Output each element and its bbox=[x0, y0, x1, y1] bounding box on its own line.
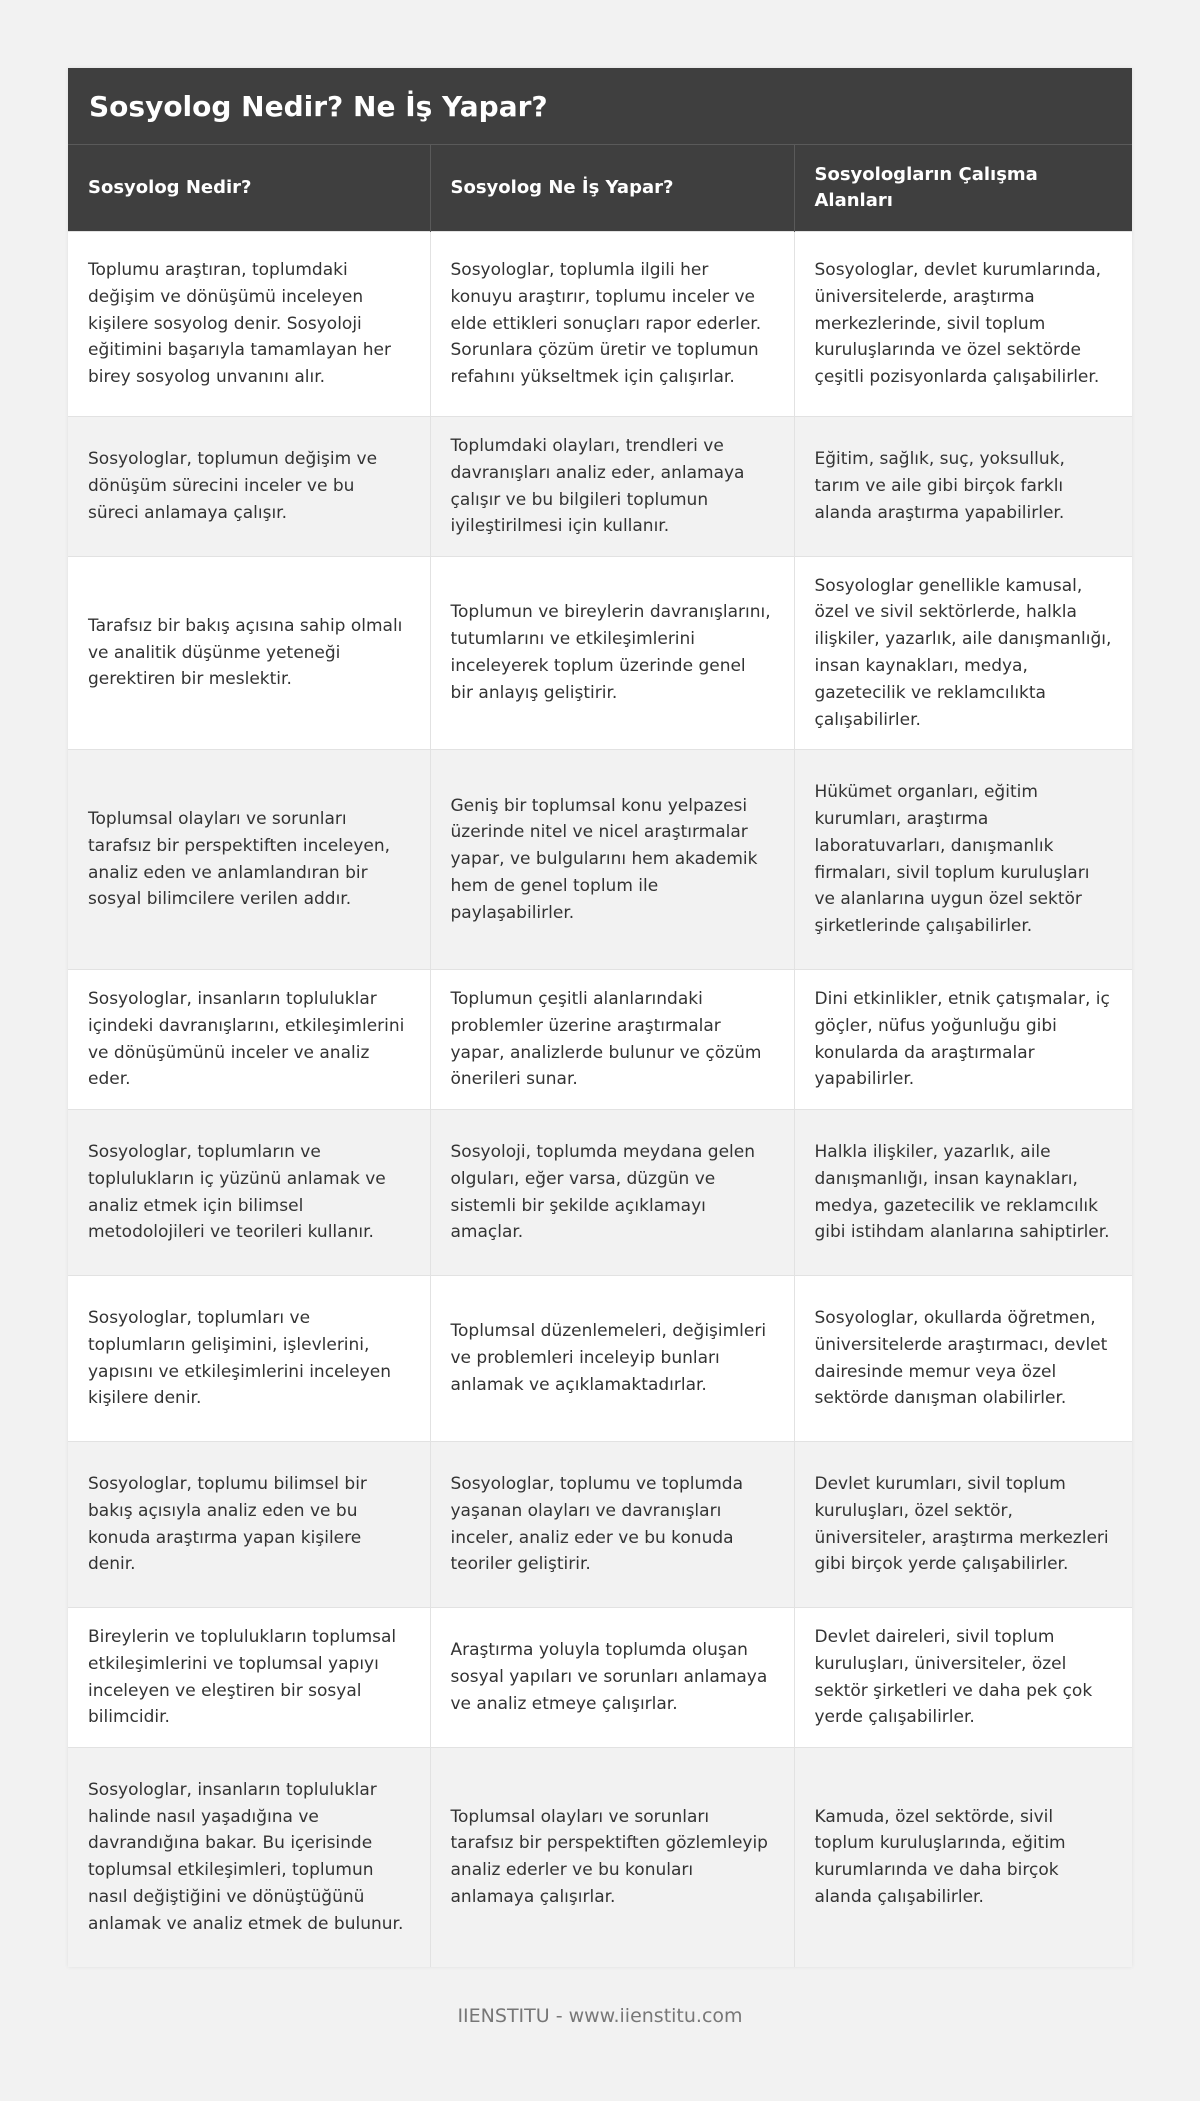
table-cell: Hükümet organları, eğitim kurumları, araştırma laboratuvarları, danışmanlık firmaları, sivil toplum kuruluşları ve alanlarına uygun özel sektör şirketlerinde çalışabilirler. bbox=[794, 750, 1132, 970]
table-row bbox=[68, 1110, 1132, 1276]
table-cell: Toplumsal olayları ve sorunları tarafsız bir perspektiften gözlemleyip analiz ederler ve bu konuları anlamaya çalışırlar. bbox=[430, 1748, 794, 1967]
table-row bbox=[68, 232, 1132, 417]
table-cell: Sosyologlar genellikle kamusal, özel ve sivil sektörlerde, halkla ilişkiler, yazarlık, aile danışmanlığı, insan kaynakları, medya, gazetecilik ve reklamcılıkta çalışabilirler. bbox=[794, 557, 1132, 750]
table-cell: Toplumsal düzenlemeleri, değişimleri ve problemleri inceleyip bunları anlamak ve açıklamaktadırlar. bbox=[430, 1276, 794, 1442]
header-row bbox=[68, 145, 1132, 232]
table-cell: Sosyologlar, toplumu ve toplumda yaşanan olayları ve davranışları inceler, analiz eder ve bu konuda teoriler geliştirir. bbox=[430, 1442, 794, 1608]
table-row bbox=[68, 1276, 1132, 1442]
header-what-is: Sosyolog Nedir? bbox=[68, 145, 430, 232]
table-cell: Sosyologlar, toplumların ve toplulukların iç yüzünü anlamak ve analiz etmek için bilimsel metodolojileri ve teorileri kullanır. bbox=[68, 1110, 430, 1276]
table-cell: Tarafsız bir bakış açısına sahip olmalı ve analitik düşünme yeteneği gerektiren bir meslektir. bbox=[68, 557, 430, 750]
table-cell: Sosyologlar, toplumları ve toplumların gelişimini, işlevlerini, yapısını ve etkileşimlerini inceleyen kişilere denir. bbox=[68, 1276, 430, 1442]
table-cell: Halkla ilişkiler, yazarlık, aile danışmanlığı, insan kaynakları, medya, gazetecilik ve reklamcılık gibi istihdam alanlarına sahiptirler. bbox=[794, 1110, 1132, 1276]
table-cell: Sosyologlar, toplumla ilgili her konuyu araştırır, toplumu inceler ve elde ettikleri sonuçları rapor ederler. Sorunlara çözüm üretir ve toplumun refahını yükseltmek için çalışırlar. bbox=[430, 232, 794, 417]
table-row bbox=[68, 1608, 1132, 1748]
table-row bbox=[68, 1442, 1132, 1608]
table-cell: Sosyologlar, insanların topluluklar içindeki davranışlarını, etkileşimlerini ve dönüşümünü inceler ve analiz eder. bbox=[68, 970, 430, 1110]
table-cell: Sosyologlar, toplumun değişim ve dönüşüm sürecini inceler ve bu süreci anlamaya çalışır. bbox=[68, 417, 430, 557]
table-cell: Sosyoloji, toplumda meydana gelen olguları, eğer varsa, düzgün ve sistemli bir şekilde açıklamayı amaçlar. bbox=[430, 1110, 794, 1276]
table-cell: Toplumu araştıran, toplumdaki değişim ve dönüşümü inceleyen kişilere sosyolog denir. Sosyoloji eğitimini başarıyla tamamlayan her birey sosyolog unvanını alır. bbox=[68, 232, 430, 417]
table-row bbox=[68, 557, 1132, 750]
table-cell: Toplumdaki olayları, trendleri ve davranışları analiz eder, anlamaya çalışır ve bu bilgileri toplumun iyileştirilmesi için kullanır. bbox=[430, 417, 794, 557]
header-what-does: Sosyolog Ne İş Yapar? bbox=[430, 145, 794, 232]
table-cell: Toplumun çeşitli alanlarındaki problemler üzerine araştırmalar yapar, analizlerde bulunur ve çözüm önerileri sunar. bbox=[430, 970, 794, 1110]
table-cell: Toplumun ve bireylerin davranışlarını, tutumlarını ve etkileşimlerini inceleyerek toplum üzerinde genel bir anlayış geliştirir. bbox=[430, 557, 794, 750]
table-cell: Eğitim, sağlık, suç, yoksulluk, tarım ve aile gibi birçok farklı alanda araştırma yapabilirler. bbox=[794, 417, 1132, 557]
table-cell: Kamuda, özel sektörde, sivil toplum kuruluşlarında, eğitim kurumlarında ve daha birçok alanda çalışabilirler. bbox=[794, 1748, 1132, 1967]
header-work-areas: Sosyologların Çalışma Alanları bbox=[794, 145, 1132, 232]
table-card bbox=[68, 68, 1132, 1967]
table-cell: Geniş bir toplumsal konu yelpazesi üzerinde nitel ve nicel araştırmalar yapar, ve bulgularını hem akademik hem de genel toplum ile paylaşabilirler. bbox=[430, 750, 794, 970]
data-table bbox=[68, 145, 1132, 1967]
table-row bbox=[68, 750, 1132, 970]
table-cell: Sosyologlar, okullarda öğretmen, üniversitelerde araştırmacı, devlet dairesinde memur veya özel sektörde danışman olabilirler. bbox=[794, 1276, 1132, 1442]
table-cell: Sosyologlar, toplumu bilimsel bir bakış açısıyla analiz eden ve bu konuda araştırma yapan kişilere denir. bbox=[68, 1442, 430, 1608]
table-row bbox=[68, 970, 1132, 1110]
table-row bbox=[68, 417, 1132, 557]
table-cell: Toplumsal olayları ve sorunları tarafsız bir perspektiften inceleyen, analiz eden ve anlamlandıran bir sosyal bilimcilere verilen addır. bbox=[68, 750, 430, 970]
table-cell: Araştırma yoluyla toplumda oluşan sosyal yapıları ve sorunları anlamaya ve analiz etmeye çalışırlar. bbox=[430, 1608, 794, 1748]
table-row bbox=[68, 1748, 1132, 1967]
table-cell: Devlet daireleri, sivil toplum kuruluşları, üniversiteler, özel sektör şirketleri ve daha pek çok yerde çalışabilirler. bbox=[794, 1608, 1132, 1748]
table-cell: Sosyologlar, devlet kurumlarında, üniversitelerde, araştırma merkezlerinde, sivil toplum kuruluşlarında ve özel sektörde çeşitli pozisyonlarda çalışabilirler. bbox=[794, 232, 1132, 417]
table-title: Sosyolog Nedir? Ne İş Yapar? bbox=[68, 68, 1132, 145]
table-cell: Dini etkinlikler, etnik çatışmalar, iç göçler, nüfus yoğunluğu gibi konularda da araştırmalar yapabilirler. bbox=[794, 970, 1132, 1110]
table-cell: Devlet kurumları, sivil toplum kuruluşları, özel sektör, üniversiteler, araştırma merkezleri gibi birçok yerde çalışabilirler. bbox=[794, 1442, 1132, 1608]
footer-credit: IIENSTITU - www.iienstitu.com bbox=[457, 2005, 743, 2027]
table-cell: Bireylerin ve toplulukların toplumsal etkileşimlerini ve toplumsal yapıyı inceleyen ve eleştiren bir sosyal bilimcidir. bbox=[68, 1608, 430, 1748]
table-cell: Sosyologlar, insanların topluluklar halinde nasıl yaşadığına ve davrandığına bakar. Bu içerisinde toplumsal etkileşimleri, toplumun nasıl değiştiğini ve dönüştüğünü anlamak ve analiz etmek de bulunur. bbox=[68, 1748, 430, 1967]
